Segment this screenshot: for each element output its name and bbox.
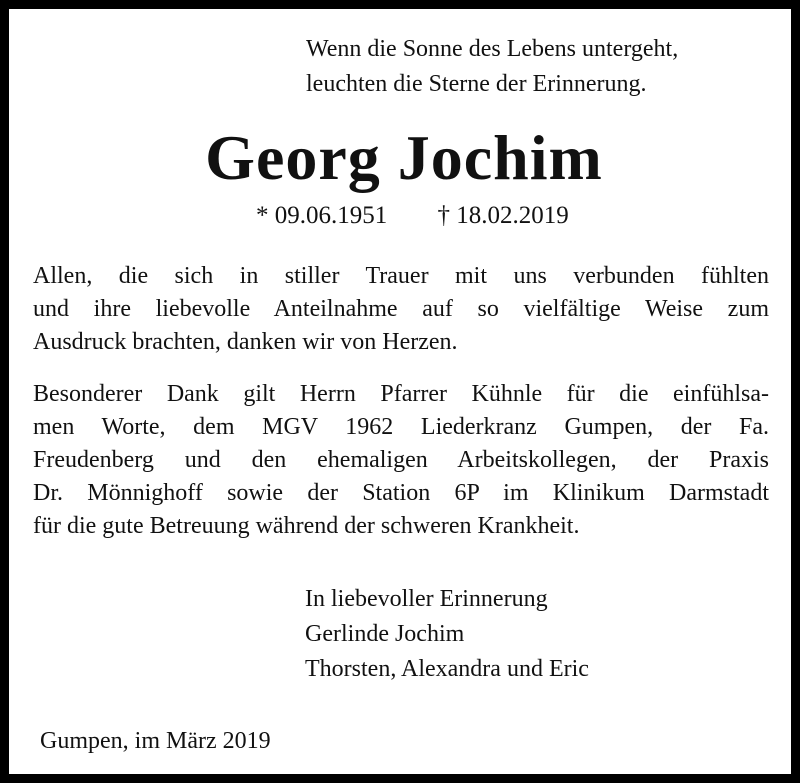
signer-name: Gerlinde Jochim [305,621,465,647]
paragraph-line: Dr. Mönnighoff sowie der Station 6P im Klinikum Darmstadt [33,480,769,506]
paragraph-line: und ihre liebevolle Anteilnahme auf so vielfältige Weise zum [33,296,769,322]
deceased-name: Georg Jochim [205,122,603,193]
quote-line: Wenn die Sonne des Lebens untergeht, [306,36,679,62]
paragraph-line: für die gute Betreuung während der schweren Krankheit. [33,513,580,539]
quote-line: leuchten die Sterne der Erinnerung. [306,71,647,97]
paragraph-line: Allen, die sich in stiller Trauer mit uns verbunden fühlten [33,263,769,289]
paragraph-line: Ausdruck brachten, danken wir von Herzen. [33,329,458,355]
paragraph-line: men Worte, dem MGV 1962 Liederkranz Gumpen, der Fa. [33,414,769,440]
place-date: Gumpen, im März 2019 [40,728,271,754]
paragraph-line: Besonderer Dank gilt Herrn Pfarrer Kühnle für die einfühlsa- [33,381,769,407]
special-thanks-paragraph [33,378,769,543]
paragraph-line: Freudenberg und den ehemaligen Arbeitskollegen, der Praxis [33,447,769,473]
signature-block [305,582,589,687]
closing-line: In liebevoller Erinnerung [305,586,548,612]
death-date: † 18.02.2019 [437,202,569,229]
signer-names: Thorsten, Alexandra und Eric [305,656,589,682]
thanks-paragraph [33,260,769,359]
memorial-quote [306,32,678,102]
life-dates [256,198,569,234]
birth-date: * 09.06.1951 [256,202,388,229]
